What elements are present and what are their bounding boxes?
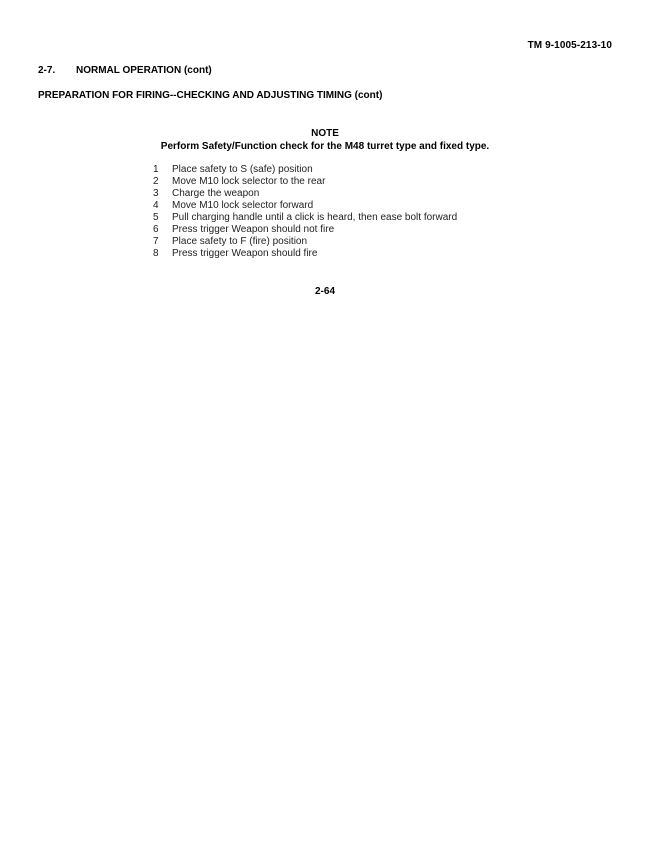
list-item	[153, 164, 457, 176]
note-title: NOTE	[311, 128, 339, 139]
step-number: 2	[153, 176, 159, 187]
step-text: Pull charging handle until a click is heard, then ease bolt forward	[172, 212, 458, 223]
list-item	[153, 224, 457, 236]
list-item	[153, 188, 457, 200]
section-number: 2-7.	[38, 65, 56, 76]
step-text: Press trigger Weapon should not fire	[172, 224, 335, 235]
step-number: 5	[153, 212, 159, 223]
step-number: 1	[153, 164, 159, 175]
list-item	[153, 236, 457, 248]
note-text: Perform Safety/Function check for the M48 turret type and fixed type.	[160, 141, 490, 152]
step-text: Charge the weapon	[172, 188, 260, 199]
step-number: 7	[153, 236, 159, 247]
subsection-heading: PREPARATION FOR FIRING--CHECKING AND ADJUSTING TIMING (cont)	[38, 90, 383, 101]
step-number: 3	[153, 188, 159, 199]
list-item	[153, 176, 457, 188]
section-title: NORMAL OPERATION (cont)	[76, 65, 212, 76]
step-text: Move M10 lock selector to the rear	[172, 176, 326, 187]
list-item	[153, 212, 457, 224]
step-number: 4	[153, 200, 159, 211]
step-number: 6	[153, 224, 159, 235]
list-item	[153, 248, 457, 260]
step-number: 8	[153, 248, 159, 259]
step-text: Place safety to F (fire) position	[172, 236, 308, 247]
step-text: Press trigger Weapon should fire	[172, 248, 318, 259]
tm-number: TM 9-1005-213-10	[527, 40, 612, 51]
page-number: 2-64	[314, 286, 335, 297]
step-text: Place safety to S (safe) position	[172, 164, 313, 175]
section-heading	[38, 65, 212, 76]
procedure-steps	[153, 164, 457, 260]
note-block	[0, 127, 650, 153]
step-text: Move M10 lock selector forward	[172, 200, 314, 211]
list-item	[153, 200, 457, 212]
